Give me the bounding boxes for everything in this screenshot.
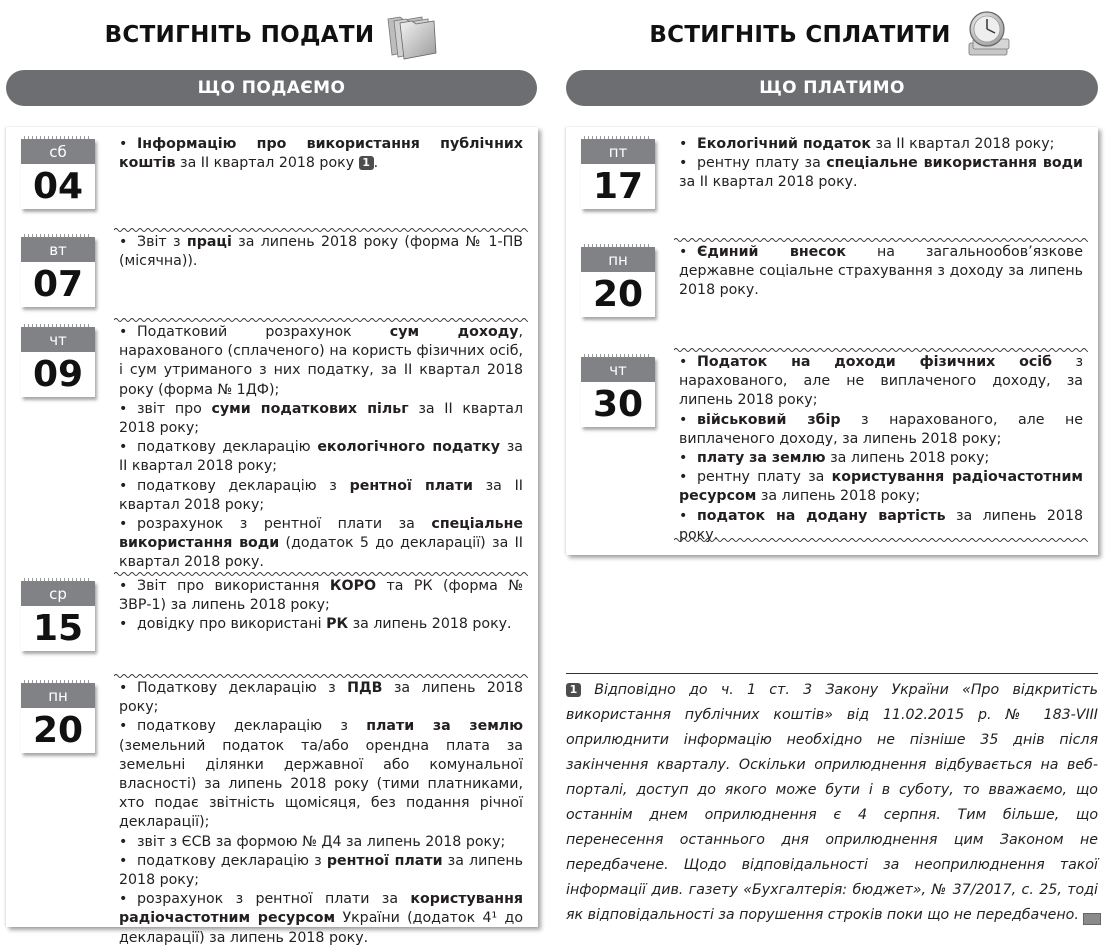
submit-title-row: [6, 0, 537, 70]
item-keyword: користування радіочастотним ресурсом: [679, 469, 1083, 505]
bullet-icon: •: [119, 324, 128, 340]
item-text: за II квартал 2018 року: [175, 155, 359, 172]
calendar-weekday: чт: [581, 357, 655, 382]
calendar-weekday: чт: [21, 327, 95, 352]
bullet-icon: •: [119, 136, 128, 152]
item-keyword: плати за землю: [366, 718, 523, 735]
bullet-icon: •: [119, 891, 128, 908]
item-text: за липень 2018 року (форма № 1-ПВ (місячна)).: [119, 234, 523, 270]
item-text: звіт про: [137, 400, 212, 417]
item-keyword: Єдиний внесок: [697, 244, 847, 260]
footnote-body: Відповідно до ч. 1 ст. 3 Закону України «Про відкритість використання публічних коштів» від 11.02.2015 р. № 183-VIII оприлюднити інформацію необхідно не пізніше 35 днів після закінчення кварталу. Оскільки оприлюднення відбувається на веб-порталі, доступ до якого може бути і в суботу, то вважаємо, що останнім днем оприлюднення є 4 серпня. Тим більше, що перенесення останнього дня оприлюднення цим Законом не передбачене. Щодо відповідальності за неоприлюднення такої інформації див. газету «Бухгалтерія: бюджет», № 37/2017, с. 25, тоді як відповідальності за порушення строків поки що не передбачено.: [566, 682, 1098, 923]
pay-title: ВСТИГНІТЬ СПЛАТИТИ: [649, 22, 951, 48]
item-text: за II квартал 2018 року;: [871, 136, 1055, 152]
item-keyword: військовий збір: [697, 411, 841, 428]
footnote-marker: 1: [566, 683, 581, 697]
item-keyword: плату за землю: [697, 450, 826, 467]
item-text: за липень 2018 року;: [756, 488, 921, 505]
wavy-divider: [114, 317, 528, 323]
calendar-day: 15: [32, 608, 84, 649]
deadline-item: [119, 438, 523, 476]
bullet-icon: •: [679, 469, 688, 486]
item-keyword: Податок на доходи фізичних осіб: [697, 354, 1053, 370]
calendar-date-icon: [21, 327, 95, 397]
item-text: податкову декларацію з: [137, 852, 327, 869]
item-text: Податкову декларацію з: [137, 680, 348, 696]
item-text: податкову декларацію з: [137, 718, 367, 735]
deadline-items: [679, 243, 1083, 301]
item-text: за II квартал 2018 року;: [119, 400, 524, 437]
item-text: рентну плату за: [697, 469, 832, 486]
bullet-icon: •: [679, 507, 688, 524]
deadline-item: [119, 323, 523, 400]
bullet-icon: •: [679, 411, 688, 428]
bullet-icon: •: [679, 136, 688, 152]
bullet-icon: •: [119, 234, 128, 250]
item-keyword: рентної плати: [326, 852, 443, 869]
deadline-item: [119, 833, 523, 852]
submit-column: [6, 0, 537, 106]
calendar-weekday: пн: [581, 247, 655, 272]
item-text: на загальнообов’язкове державне соціальне страхування з доходу за липень 2018 року.: [679, 244, 1083, 299]
deadline-items: [119, 323, 523, 573]
calendar-date-icon: [21, 581, 95, 651]
deadline-item: [119, 890, 523, 948]
deadline-item: [119, 233, 523, 271]
item-keyword: рентної плати: [349, 477, 473, 494]
deadline-items: [119, 679, 523, 948]
item-text: довідку про використані: [137, 616, 327, 633]
deadline-item: [119, 577, 523, 615]
bullet-icon: •: [119, 439, 128, 456]
item-keyword: Екологічний податок: [697, 136, 872, 152]
bullet-icon: •: [119, 477, 128, 494]
item-text: та РК (форма № ЗВР-1) за липень 2018 року;: [119, 578, 523, 614]
item-text: за II квартал 2018 року;: [119, 477, 523, 513]
bullet-icon: •: [119, 680, 128, 696]
wavy-divider: [674, 237, 1088, 243]
calendar-weekday: ср: [21, 581, 95, 606]
pay-panel: [566, 127, 1098, 555]
item-text: розрахунок з рентної плати за: [137, 891, 411, 908]
wavy-divider: [114, 673, 528, 679]
wavy-divider: [674, 537, 1088, 543]
wavy-divider: [114, 227, 528, 233]
item-text: Звіт про використання: [137, 578, 330, 594]
wavy-divider: [674, 347, 1088, 353]
item-keyword: податок на додану вартість: [697, 507, 946, 524]
submit-panel: [6, 127, 538, 946]
deadline-item: [119, 135, 523, 173]
deadline-item: [119, 515, 523, 573]
deadline-item: [119, 400, 523, 438]
item-keyword: спеціальне використання води: [826, 155, 1083, 172]
item-text: за липень 2018 року;: [825, 450, 990, 467]
calendar-day: 20: [592, 274, 644, 315]
deadline-items: [119, 577, 523, 635]
pay-column: [566, 0, 1098, 106]
item-text: за липень 2018 року;: [119, 680, 523, 716]
bullet-icon: •: [679, 244, 688, 260]
calendar-date-icon: [581, 139, 655, 209]
calendar-day: 04: [32, 166, 84, 207]
item-keyword: КОРО: [329, 578, 377, 594]
item-text: .: [373, 155, 379, 172]
item-keyword: екологічного податку: [317, 439, 501, 456]
calendar-day: 07: [32, 264, 84, 305]
item-text: рентну плату за: [697, 155, 827, 172]
submit-section-header: ЩО ПОДАЄМО: [6, 70, 537, 106]
bullet-icon: •: [119, 833, 128, 850]
item-keyword: РК: [326, 616, 349, 633]
footnote-text: [566, 678, 1098, 928]
deadline-items: [119, 233, 523, 271]
calendar-day: 20: [32, 710, 84, 751]
calendar-date-icon: [581, 247, 655, 317]
deadline-item: [679, 468, 1083, 506]
item-text: Податковий розрахунок: [137, 324, 390, 340]
calendar-weekday: пн: [21, 683, 95, 708]
folders-icon: [382, 9, 438, 61]
bullet-icon: •: [119, 852, 128, 869]
item-keyword: Інформацію про використання публічних коштів: [119, 136, 523, 172]
item-text: за липень 2018 року.: [348, 616, 512, 633]
bullet-icon: •: [679, 354, 688, 370]
deadline-item: [679, 135, 1083, 154]
deadline-item: [679, 243, 1083, 301]
deadline-items: [679, 353, 1083, 545]
wavy-divider: [114, 571, 528, 577]
footnote: [566, 673, 1098, 928]
deadline-item: [679, 154, 1083, 192]
item-keyword: суми податкових пільг: [211, 400, 409, 417]
calendar-date-icon: [21, 683, 95, 753]
bullet-icon: •: [119, 516, 128, 533]
item-text: податкову декларацію з: [137, 477, 350, 494]
deadline-items: [119, 135, 523, 173]
calendar-date-icon: [21, 139, 95, 209]
item-keyword: користування радіочастотним ресурсом: [119, 891, 523, 927]
item-text: з нарахованого, але не виплаченого доходу, за липень 2018 року;: [679, 411, 1083, 447]
pay-title-row: [566, 0, 1098, 70]
item-text: (земельний податок та/або орендна плата за земельні ділянки державної або комунальної власності) за липень 2018 року (тими платниками, хто подає звітність щомісяця, без подання річної декларації);: [119, 737, 523, 831]
deadline-item: [119, 852, 523, 890]
deadline-item: [119, 679, 523, 717]
deadline-item: [119, 615, 523, 634]
deadline-item: [119, 477, 523, 515]
bullet-icon: •: [679, 450, 688, 467]
footnote-ref-marker: 1: [359, 156, 374, 170]
clock-money-icon: [959, 9, 1015, 61]
deadline-item: [679, 449, 1083, 468]
item-text: податкову декларацію: [137, 439, 318, 456]
bullet-icon: •: [119, 616, 128, 633]
deadline-item: [679, 353, 1083, 411]
item-text: Звіт з: [137, 234, 187, 250]
deadline-item: [679, 411, 1083, 449]
calendar-date-icon: [21, 237, 95, 307]
pay-section-header: ЩО ПЛАТИМО: [566, 70, 1098, 106]
calendar-weekday: сб: [21, 139, 95, 164]
calendar-date-icon: [581, 357, 655, 427]
item-keyword: ПДВ: [347, 680, 383, 696]
item-text: (додаток 5 до декларації) за II квартал 2018 року.: [119, 535, 523, 571]
submit-title: ВСТИГНІТЬ ПОДАТИ: [104, 22, 375, 48]
deadline-items: [679, 135, 1083, 193]
item-text: розрахунок з рентної плати за: [137, 516, 432, 533]
item-text: за II квартал 2018 року;: [119, 439, 524, 475]
item-keyword: сум доходу: [389, 324, 519, 340]
item-text: з нарахованого, але не виплаченого доходу, за липень 2018 року;: [679, 354, 1083, 409]
item-text: України (додаток 4¹ до декларації) за липень 2018 року.: [119, 910, 524, 946]
item-text: , нарахованого (сплаченого) на користь фізичних осіб, і сум утриманого з них податку, за II квартал 2018 року (форма № 1ДФ);: [119, 324, 523, 398]
bullet-icon: •: [119, 718, 128, 735]
bullet-icon: •: [119, 400, 128, 417]
item-text: за липень 2018 року.: [679, 507, 1083, 543]
page-corner-mark: [1083, 913, 1101, 925]
item-keyword: праці: [186, 234, 232, 250]
bullet-icon: •: [679, 155, 688, 172]
item-keyword: спеціальне використання води: [119, 516, 523, 552]
calendar-weekday: пт: [581, 139, 655, 164]
item-text: звіт з ЄСВ за формою № Д4 за липень 2018 року;: [137, 833, 506, 850]
item-text: за липень 2018 року;: [119, 852, 523, 889]
deadline-item: [119, 717, 523, 832]
calendar-day: 30: [592, 384, 644, 425]
bullet-icon: •: [119, 578, 128, 594]
calendar-day: 17: [592, 166, 644, 207]
calendar-weekday: вт: [21, 237, 95, 262]
item-text: за II квартал 2018 року.: [679, 174, 858, 191]
calendar-day: 09: [32, 354, 84, 395]
